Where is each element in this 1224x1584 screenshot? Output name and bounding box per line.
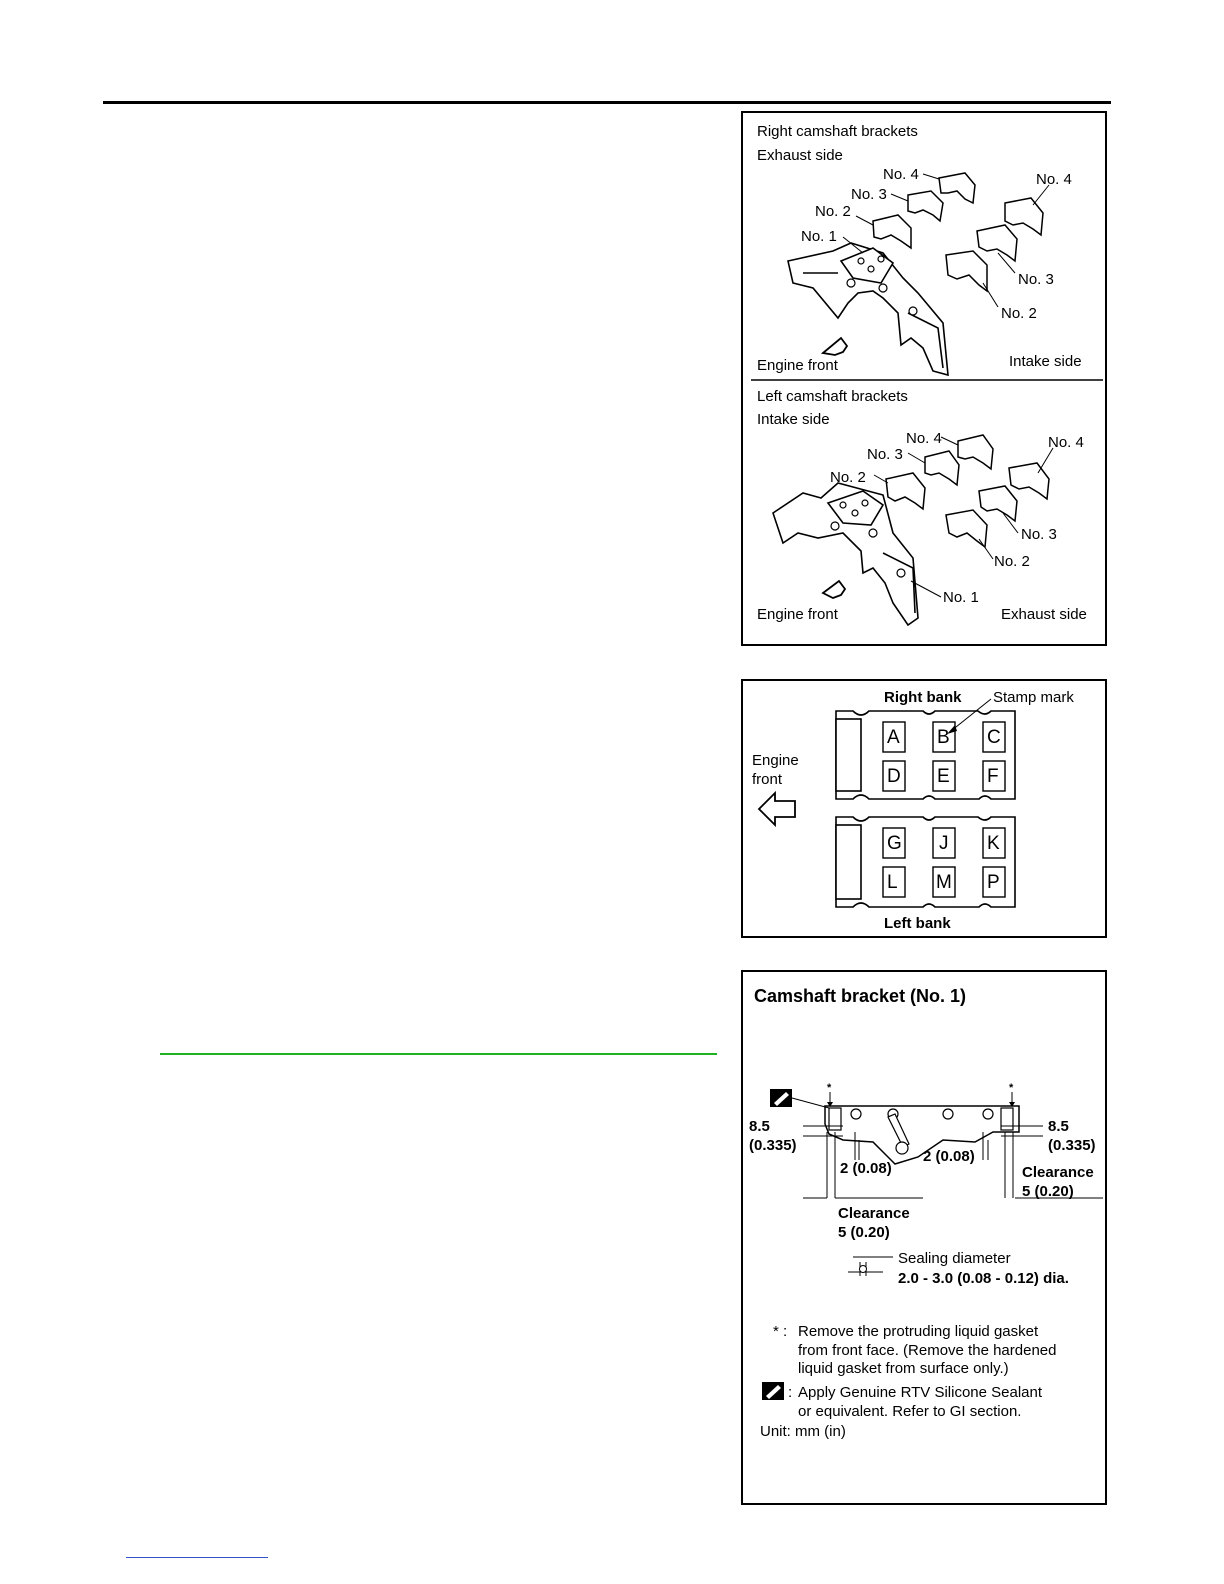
- asterisk-left: *: [827, 1082, 832, 1094]
- camshaft-brackets-drawing: [743, 113, 1105, 644]
- right-brackets-intake-side: Intake side: [1009, 353, 1082, 370]
- right-label-no2-b: No. 2: [1001, 305, 1037, 322]
- note-asterisk-line3: liquid gasket from surface only.): [798, 1360, 1009, 1377]
- right-label-no1: No. 1: [801, 228, 837, 245]
- stamp-letter-f: F: [987, 766, 999, 787]
- note-sealant-key: :: [788, 1384, 793, 1401]
- sealing-diameter-value: 2.0 - 3.0 (0.08 - 0.12) dia.: [898, 1270, 1069, 1287]
- figure-stamp-marks: [741, 679, 1107, 938]
- dim-left-value: 8.5: [749, 1118, 770, 1135]
- unit-label: Unit: mm (in): [760, 1423, 846, 1440]
- left-brackets-intake-side: Intake side: [757, 411, 830, 428]
- right-brackets-exhaust-side: Exhaust side: [757, 147, 843, 164]
- right-label-no3-b: No. 3: [1018, 271, 1054, 288]
- clearance-left-value: 5 (0.20): [838, 1224, 890, 1241]
- dim-right-value: 8.5: [1048, 1118, 1069, 1135]
- gap-left-label: 2 (0.08): [840, 1160, 892, 1177]
- stamp-letter-e: E: [937, 766, 950, 787]
- left-bank-label: Left bank: [884, 915, 951, 932]
- right-label-no4-a: No. 4: [883, 166, 919, 183]
- note-asterisk-key: * :: [773, 1323, 788, 1340]
- left-label-no3-b: No. 3: [1021, 526, 1057, 543]
- stamp-letter-m: M: [936, 872, 952, 893]
- stamp-letter-p: P: [987, 872, 1000, 893]
- left-brackets-title: Left camshaft brackets: [757, 388, 908, 405]
- stamp-mark-label: Stamp mark: [993, 689, 1074, 706]
- dim-right-inch: (0.335): [1048, 1137, 1096, 1154]
- right-label-no4-b: No. 4: [1036, 171, 1072, 188]
- sealant-figure-title: Camshaft bracket (No. 1): [754, 986, 967, 1006]
- left-label-no3-a: No. 3: [867, 446, 903, 463]
- left-engine-front: Engine front: [757, 606, 838, 623]
- stamp-letter-g: G: [887, 833, 902, 854]
- stamp-letter-j: J: [939, 833, 949, 854]
- header-rule: [103, 101, 1111, 104]
- stamp-letter-k: K: [987, 833, 1000, 854]
- asterisk-right: *: [1009, 1082, 1014, 1094]
- engine-front-label-line2: front: [752, 771, 783, 788]
- left-brackets-exhaust-side: Exhaust side: [1001, 606, 1087, 623]
- right-label-no3-a: No. 3: [851, 186, 887, 203]
- section-rule: [160, 1053, 717, 1055]
- gap-right-label: 2 (0.08): [923, 1148, 975, 1165]
- right-label-no2-a: No. 2: [815, 203, 851, 220]
- engine-front-label-line1: Engine: [752, 752, 799, 769]
- cylinder-head-outline: [743, 681, 1105, 936]
- left-label-no4-a: No. 4: [906, 430, 942, 447]
- left-label-no1: No. 1: [943, 589, 979, 606]
- right-brackets-title: Right camshaft brackets: [757, 123, 918, 140]
- right-engine-front: Engine front: [757, 357, 838, 374]
- clearance-left-label: Clearance: [838, 1205, 910, 1222]
- stamp-letter-c: C: [987, 727, 1001, 748]
- stamp-letter-a: A: [887, 727, 900, 748]
- note-sealant-line1: Apply Genuine RTV Silicone Sealant: [798, 1384, 1043, 1401]
- figure-camshaft-brackets: [741, 111, 1107, 646]
- left-label-no2-a: No. 2: [830, 469, 866, 486]
- stamp-letter-l: L: [887, 872, 898, 893]
- note-sealant-line2: or equivalent. Refer to GI section.: [798, 1403, 1022, 1420]
- clearance-right-value: 5 (0.20): [1022, 1183, 1074, 1200]
- note-asterisk-line1: Remove the protruding liquid gasket: [798, 1323, 1039, 1340]
- dim-left-inch: (0.335): [749, 1137, 797, 1154]
- right-bank-label: Right bank: [884, 689, 962, 706]
- figure-sealant-application: [741, 970, 1107, 1505]
- footer-link-underline[interactable]: [126, 1557, 268, 1558]
- left-label-no2-b: No. 2: [994, 553, 1030, 570]
- left-label-no4-b: No. 4: [1048, 434, 1084, 451]
- clearance-right-label: Clearance: [1022, 1164, 1094, 1181]
- stamp-letter-b: B: [937, 727, 950, 748]
- stamp-letter-d: D: [887, 766, 901, 787]
- sealing-diameter-label: Sealing diameter: [898, 1250, 1011, 1267]
- note-asterisk-line2: from front face. (Remove the hardened: [798, 1342, 1057, 1359]
